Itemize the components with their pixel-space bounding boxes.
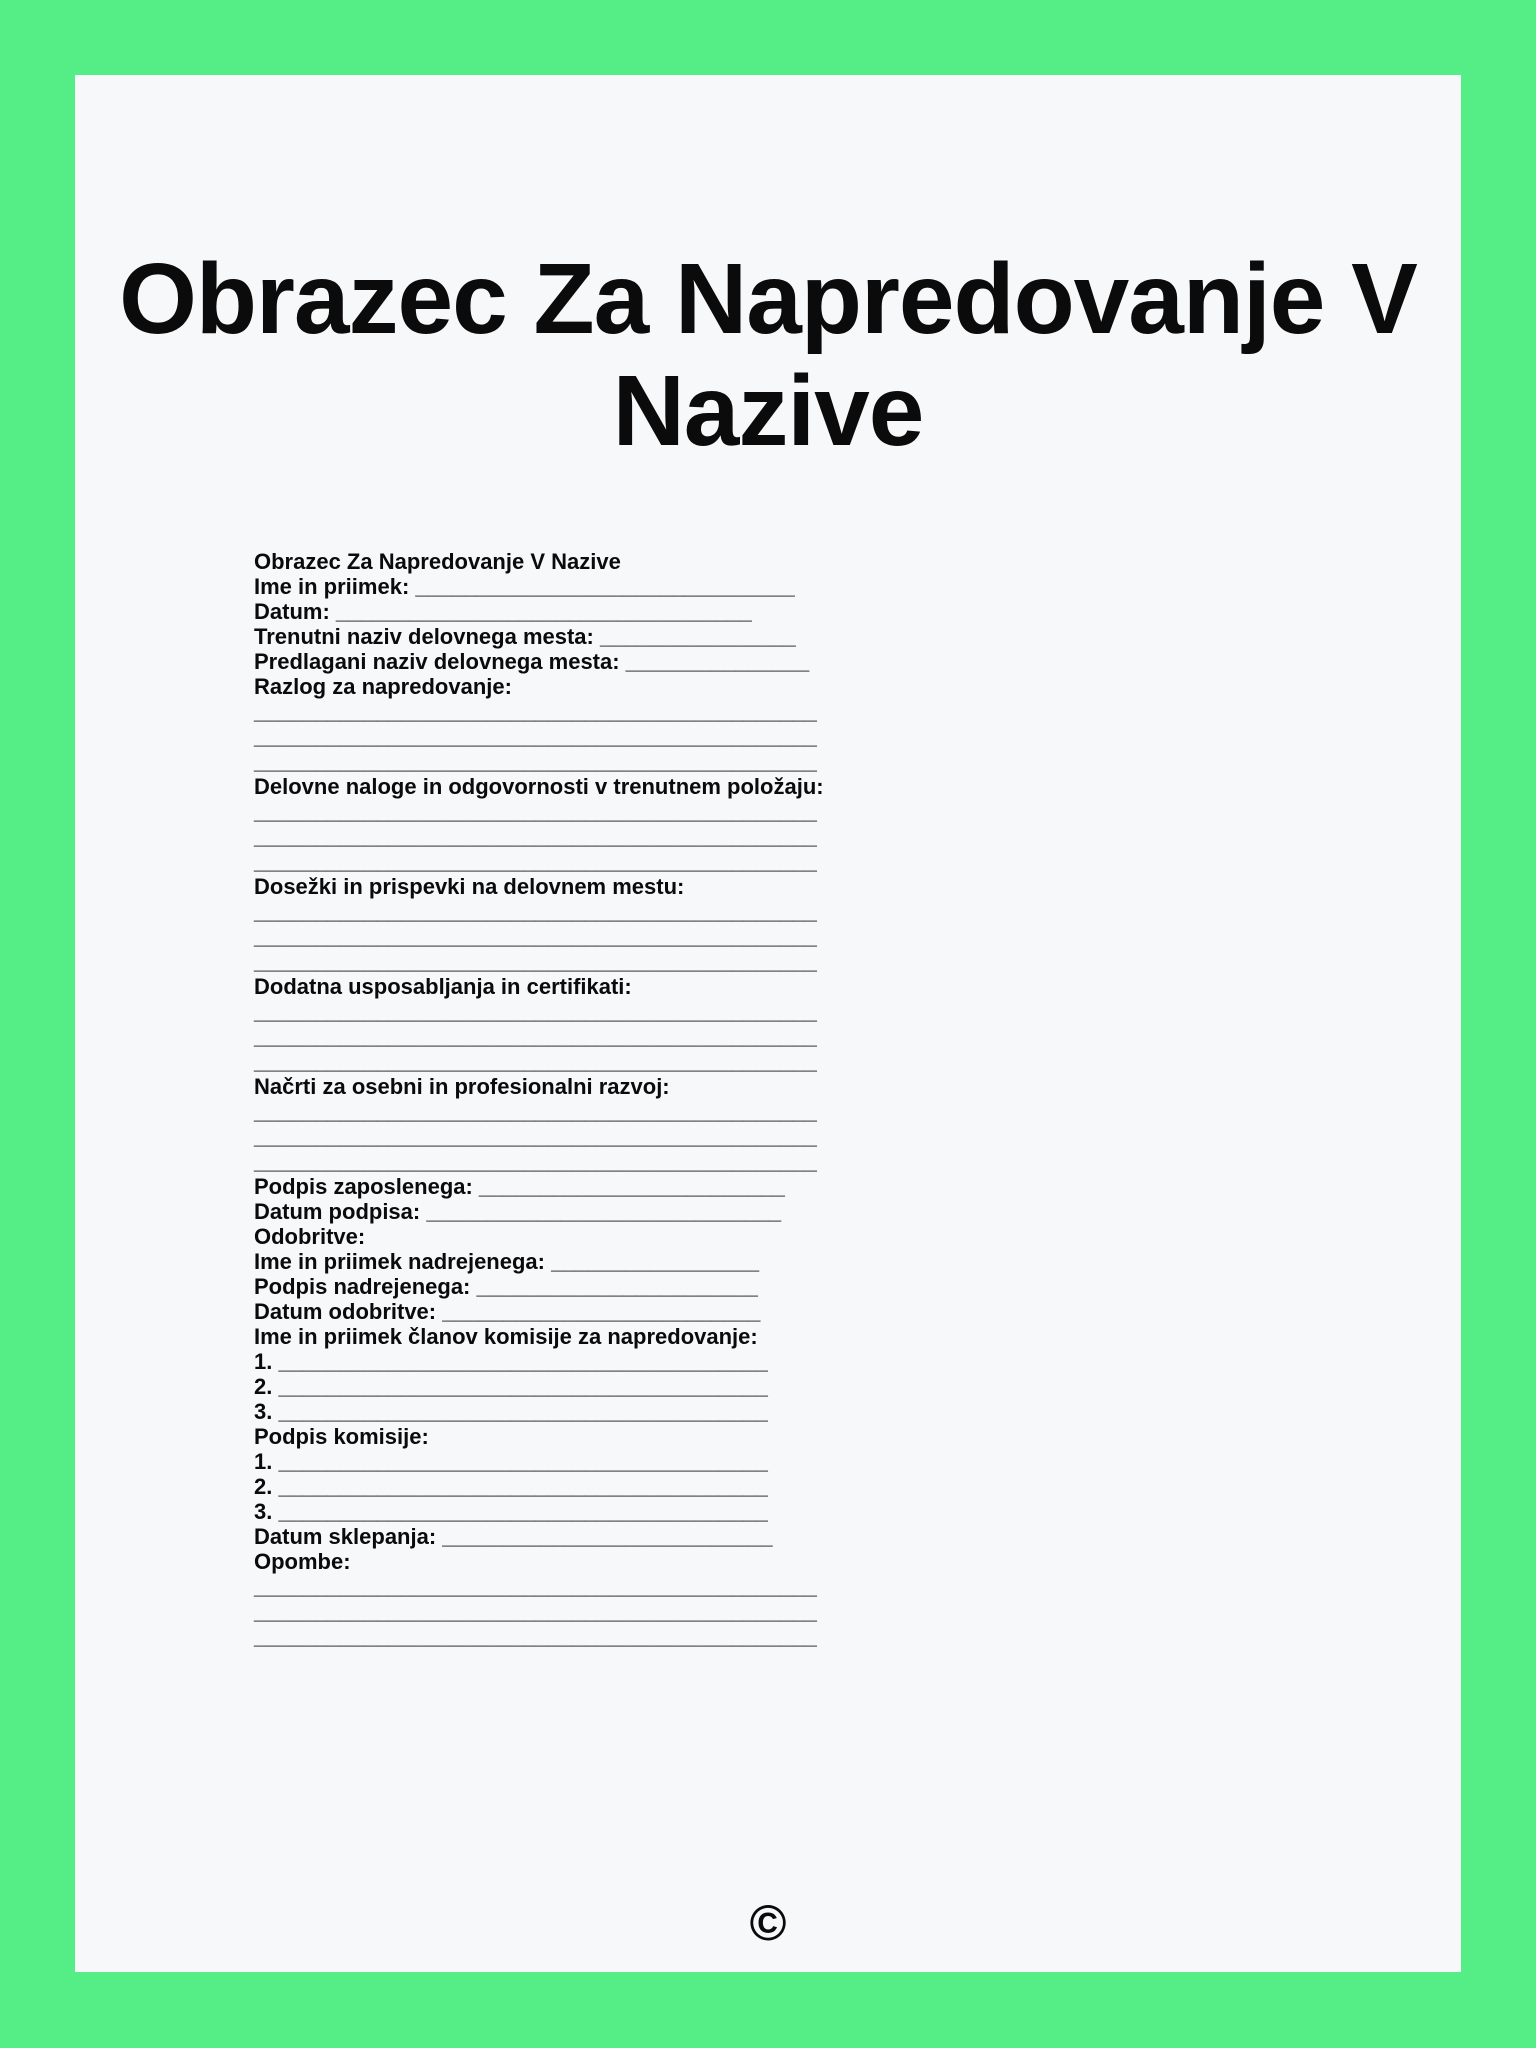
form-field: 2. ________________________________________ [254,1474,768,1499]
form-field: Datum podpisa: _____________________________ [254,1199,782,1224]
form-field: 3. ________________________________________ [254,1399,768,1424]
blank-line: ______________________________________________ [254,1624,817,1649]
paper [75,75,1461,1972]
blank-line: ______________________________________________ [254,849,817,874]
blank-line: ______________________________________________ [254,1599,817,1624]
blank-line: ______________________________________________ [254,999,817,1024]
blank-line: ______________________________________________ [254,749,817,774]
form-field: Podpis zaposlenega: _________________________ [254,1174,785,1199]
blank-line: ______________________________________________ [254,1124,817,1149]
form-field: Podpis nadrejenega: _______________________ [254,1274,758,1299]
form-field: 3. ________________________________________ [254,1499,768,1524]
form-section-label: Dodatna usposabljanja in certifikati: [254,974,632,999]
form-field: Datum sklepanja: ___________________________ [254,1524,773,1549]
page-title: Obrazec Za Napredovanje V Nazive [119,243,1417,467]
form-field: Ime in priimek: _______________________________ [254,574,795,599]
blank-line: ______________________________________________ [254,899,817,924]
blank-line: ______________________________________________ [254,1574,817,1599]
form-section-label: Delovne naloge in odgovornosti v trenutnem položaju: [254,774,824,799]
blank-line: ______________________________________________ [254,1099,817,1124]
form-section-label: Ime in priimek članov komisije za napredovanje: [254,1324,758,1349]
form-section-label: Dosežki in prispevki na delovnem mestu: [254,874,685,899]
form-field: Trenutni naziv delovnega mesta: ________________ [254,624,796,649]
blank-line: ______________________________________________ [254,824,817,849]
blank-line: ______________________________________________ [254,799,817,824]
form-field: Datum odobritve: __________________________ [254,1299,761,1324]
form-heading: Obrazec Za Napredovanje V Nazive [254,549,621,574]
form-field: Datum: __________________________________ [254,599,752,624]
form-block [254,549,854,1649]
form-field: 1. ________________________________________ [254,1449,768,1474]
blank-line: ______________________________________________ [254,699,817,724]
blank-line: ______________________________________________ [254,724,817,749]
blank-line: ______________________________________________ [254,1049,817,1074]
blank-line: ______________________________________________ [254,1024,817,1049]
copyright-icon: © [749,1895,787,1951]
blank-line: ______________________________________________ [254,1149,817,1174]
form-section-label: Podpis komisije: [254,1424,429,1449]
form-field: 1. ________________________________________ [254,1349,768,1374]
blank-line: ______________________________________________ [254,949,817,974]
form-section-label: Opombe: [254,1549,351,1574]
form-section-label: Odobritve: [254,1224,366,1249]
form-section-label: Načrti za osebni in profesionalni razvoj: [254,1074,670,1099]
blank-line: ______________________________________________ [254,924,817,949]
form-field: 2. ________________________________________ [254,1374,768,1399]
form-field: Ime in priimek nadrejenega: _________________ [254,1249,760,1274]
form-section-label: Razlog za napredovanje: [254,674,512,699]
form-field: Predlagani naziv delovnega mesta: _______________ [254,649,810,674]
